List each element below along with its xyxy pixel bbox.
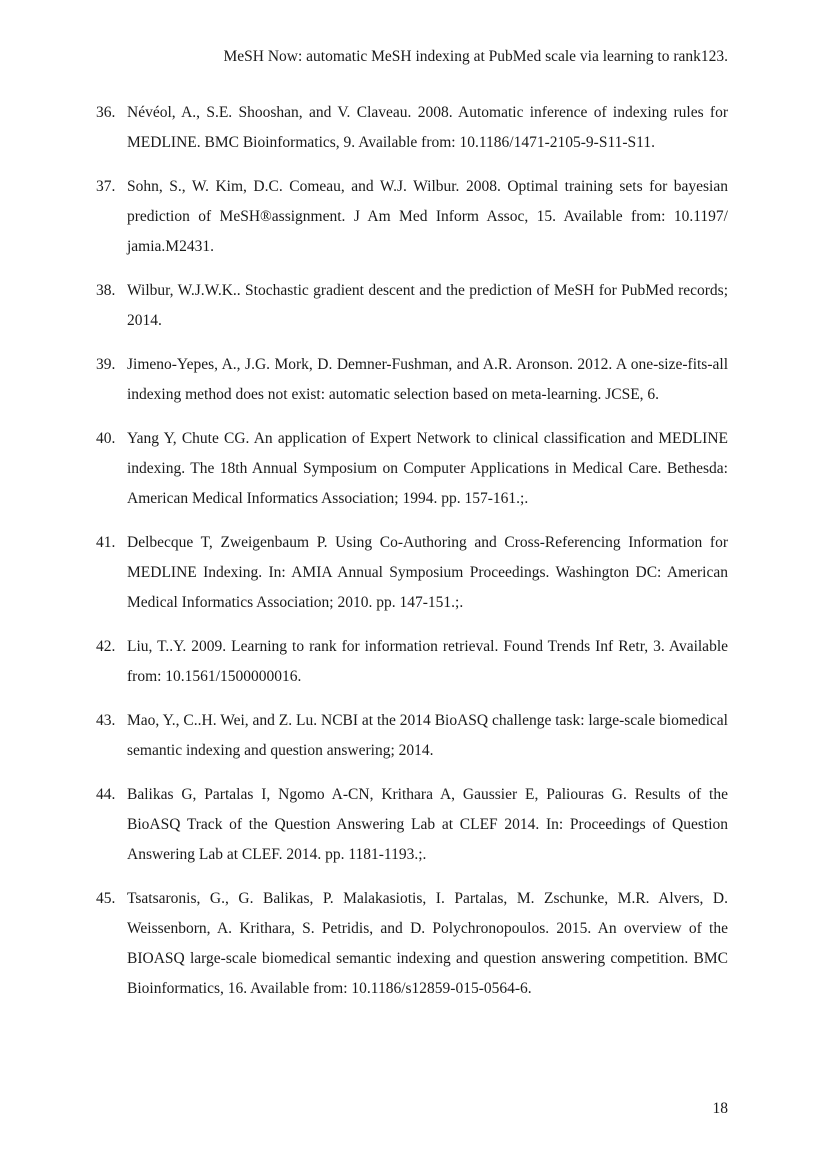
reference-number: 45. [96,890,116,907]
reference-text: Sohn, S., W. Kim, D.C. Comeau, and W.J. Wilbur. 2008. Optimal training sets for bayesian prediction of MeSH®assignment. J Am Med Inform Assoc, 15. Available from: 10.1197/ jamia.M2431. [127,178,728,255]
reference-text: Balikas G, Partalas I, Ngomo A-CN, Krithara A, Gaussier E, Paliouras G. Results of the BioASQ Track of the Question Answering Lab at CLEF 2014. In: Proceedings of Question Answering Lab at CLEF. 2014. pp. 1181-1193.;. [127,786,728,863]
reference-item [96,172,728,262]
running-header: MeSH Now: automatic MeSH indexing at PubMed scale via learning to rank123. [223,48,728,65]
reference-text: Delbecque T, Zweigenbaum P. Using Co-Authoring and Cross-Referencing Information for MEDLINE Indexing. In: AMIA Annual Symposium Proceedings. Washington DC: American Medical Informatics Association; 2010. pp. 147-151.;. [127,534,728,611]
reference-item [96,98,728,158]
reference-text: Mao, Y., C..H. Wei, and Z. Lu. NCBI at the 2014 BioASQ challenge task: large-scale biomedical semantic indexing and question answering; 2014. [127,712,728,759]
page-number: 18 [712,1100,728,1117]
reference-number: 38. [96,282,116,299]
reference-item [96,884,728,1004]
reference-number: 41. [96,534,116,551]
reference-number: 40. [96,430,116,447]
reference-text: Yang Y, Chute CG. An application of Expert Network to clinical classification and MEDLINE indexing. The 18th Annual Symposium on Computer Applications in Medical Care. Bethesda: American Medical Informatics Association; 1994. pp. 157-161.;. [127,430,728,507]
reference-text: Liu, T..Y. 2009. Learning to rank for information retrieval. Found Trends Inf Retr, 3. Available from: 10.1561/1500000016. [127,638,728,685]
reference-item [96,424,728,514]
reference-item [96,276,728,336]
reference-item [96,632,728,692]
reference-list [96,98,728,1018]
reference-item [96,350,728,410]
reference-item [96,528,728,618]
reference-number: 42. [96,638,116,655]
reference-text: Névéol, A., S.E. Shooshan, and V. Claveau. 2008. Automatic inference of indexing rules for MEDLINE. BMC Bioinformatics, 9. Available from: 10.1186/1471-2105-9-S11-S11. [127,104,728,151]
reference-number: 36. [96,104,116,121]
reference-item [96,706,728,766]
reference-number: 37. [96,178,116,195]
reference-number: 44. [96,786,116,803]
reference-number: 43. [96,712,116,729]
reference-text: Wilbur, W.J.W.K.. Stochastic gradient descent and the prediction of MeSH for PubMed records; 2014. [127,282,728,329]
reference-item [96,780,728,870]
reference-text: Jimeno-Yepes, A., J.G. Mork, D. Demner-Fushman, and A.R. Aronson. 2012. A one-size-fits-all indexing method does not exist: automatic selection based on meta-learning. JCSE, 6. [127,356,728,403]
reference-text: Tsatsaronis, G., G. Balikas, P. Malakasiotis, I. Partalas, M. Zschunke, M.R. Alvers, D. Weissenborn, A. Krithara, S. Petridis, and D. Polychronopoulos. 2015. An overview of the BIOASQ large-scale biomedical semantic indexing and question answering competition. BMC Bioinformatics, 16. Available from: 10.1186/s12859-015-0564-6. [127,890,728,997]
reference-number: 39. [96,356,116,373]
